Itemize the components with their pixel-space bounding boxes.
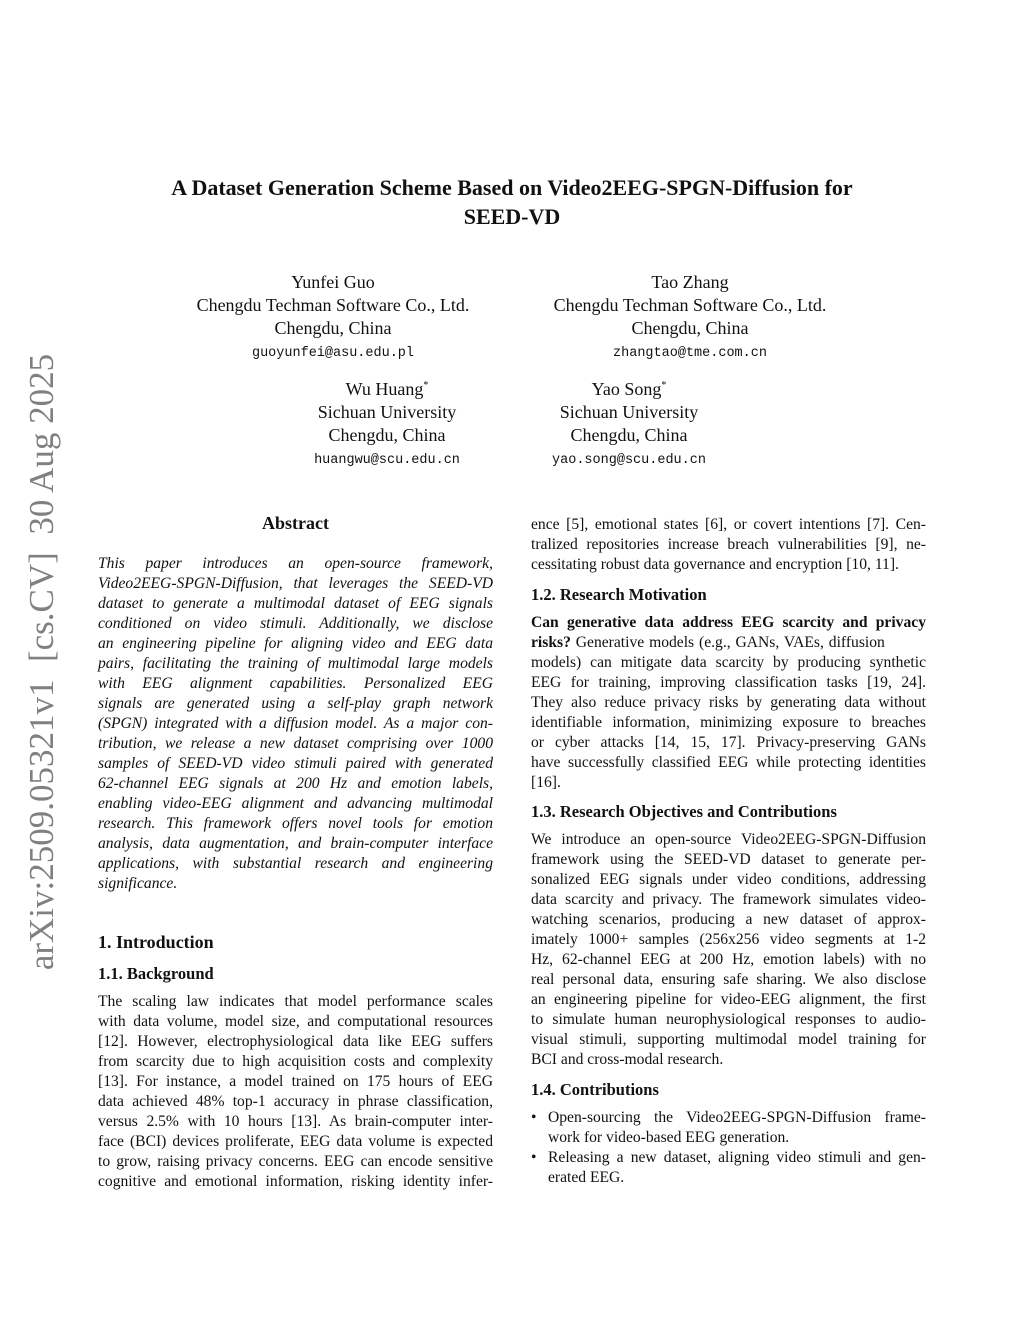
text-line: with EEG alignment capabilities. Personalized EEG bbox=[98, 675, 493, 692]
bullet-icon: • bbox=[531, 1109, 537, 1126]
section-heading-introduction: 1. Introduction bbox=[98, 932, 214, 952]
bullet-icon: • bbox=[531, 1149, 537, 1166]
author-affiliation: Sichuan University bbox=[317, 402, 457, 422]
author-affiliation: Sichuan University bbox=[559, 402, 699, 422]
subsection-heading-contributions: 1.4. Contributions bbox=[531, 1080, 659, 1099]
text-line: Releasing a new dataset, aligning video stimuli and gen- bbox=[548, 1149, 926, 1166]
text-line: conditioned on video stimuli. Additionally, we disclose bbox=[98, 615, 493, 632]
text-line: tralized repositories increase breach vulnerabilities [9], ne- bbox=[531, 536, 926, 553]
text-line: to simulate human neurophysiological responses to audio- bbox=[531, 1011, 926, 1028]
author-city: Chengdu, China bbox=[274, 318, 392, 338]
text-line: dataset to generate a multimodal dataset of EEG signals bbox=[98, 595, 493, 612]
author-block bbox=[449, 374, 809, 473]
contribution-item bbox=[531, 1148, 926, 1188]
text-line: We introduce an open-source Video2EEG-SPGN-Diffusion bbox=[531, 831, 926, 848]
motivation-paragraph bbox=[531, 613, 926, 793]
text-line: erated EEG. bbox=[548, 1169, 625, 1186]
text-line: from scarcity due to high acquisition costs and complexity bbox=[98, 1053, 493, 1070]
text-line: to grow, raising privacy concerns. EEG can encode sensitive bbox=[98, 1153, 493, 1170]
text-line: [16]. bbox=[531, 774, 561, 791]
research-question: risks? bbox=[531, 634, 571, 651]
text-line: real personal data, ensuring safe sharing. We also disclose bbox=[531, 971, 926, 988]
text-line: versus 2.5% with 10 hours [13]. As brain-computer inter- bbox=[98, 1113, 493, 1130]
subsection-heading-motivation: 1.2. Research Motivation bbox=[531, 585, 707, 604]
author-city: Chengdu, China bbox=[631, 318, 749, 338]
text-line: samples of SEED-VD video stimuli paired with generated bbox=[98, 755, 493, 772]
text-line: This paper introduces an open-source framework, bbox=[98, 555, 493, 572]
text-line: analysis, data augmentation, and brain-computer interface bbox=[98, 835, 493, 852]
corresponding-mark: * bbox=[661, 380, 667, 391]
text-line: EEG for training, improving classification tasks [19, 24]. bbox=[531, 674, 926, 691]
author-city: Chengdu, China bbox=[328, 425, 446, 445]
text-line: an engineering pipeline for video-EEG alignment, the first bbox=[531, 991, 926, 1008]
author-affiliation: Chengdu Techman Software Co., Ltd. bbox=[196, 295, 470, 315]
author-name: Tao Zhang bbox=[651, 272, 729, 292]
text-line: or cyber attacks [14, 15, 17]. Privacy-preserving GANs bbox=[531, 734, 926, 751]
text-line: cognitive and emotional information, risking identity infer- bbox=[98, 1173, 493, 1190]
text-line: Open-sourcing the Video2EEG-SPGN-Diffusion frame- bbox=[548, 1109, 926, 1126]
author-email[interactable]: huangwu@scu.edu.cn bbox=[314, 453, 460, 468]
abstract-body bbox=[98, 554, 493, 894]
text-line: data scarcity and privacy. The framework simulates video- bbox=[531, 891, 926, 908]
text-line: The scaling law indicates that model performance scales bbox=[98, 993, 493, 1010]
text-line: cessitating robust data governance and encryption [10, 11]. bbox=[531, 556, 899, 573]
text-line bbox=[531, 613, 926, 633]
text-line: tribution, we release a new dataset comprising over 1000 bbox=[98, 735, 493, 752]
left-column bbox=[98, 513, 493, 894]
author-email[interactable]: zhangtao@tme.com.cn bbox=[613, 346, 767, 361]
text-line: face (BCI) devices proliferate, EEG data volume is expected bbox=[98, 1133, 493, 1150]
abstract-heading: Abstract bbox=[262, 513, 329, 533]
contributions-list bbox=[531, 1108, 926, 1188]
text-line: applications, with substantial research and engineering bbox=[98, 855, 493, 872]
author-city: Chengdu, China bbox=[570, 425, 688, 445]
intro-section bbox=[98, 930, 493, 1192]
subsection-heading-objectives: 1.3. Research Objectives and Contributions bbox=[531, 802, 837, 821]
text-span: Generative models (e.g., GANs, VAEs, diffusion bbox=[570, 634, 885, 651]
text-line: Hz, 62-channel EEG at 200 Hz, emotion labels) with no bbox=[531, 951, 926, 968]
arxiv-identifier: arXiv:2509.05321v1 [cs.CV] 30 Aug 2025 bbox=[22, 353, 61, 971]
text-line: ence [5], emotional states [6], or covert intentions [7]. Cen- bbox=[531, 516, 926, 533]
text-line: They also reduce privacy risks by generating data without bbox=[531, 694, 926, 711]
text-line: [12]. However, electrophysiological data like EEG suffers bbox=[98, 1033, 493, 1050]
objectives-paragraph bbox=[531, 830, 926, 1070]
text-line: sonalized EEG signals under video conditions, addressing bbox=[531, 871, 926, 888]
title-line: SEED-VD bbox=[463, 204, 561, 229]
text-line: (SPGN) integrated with a diffusion model. As a major con- bbox=[98, 715, 493, 732]
text-line: have successfully classified EEG while protecting identities bbox=[531, 754, 926, 771]
author-affiliation: Chengdu Techman Software Co., Ltd. bbox=[553, 295, 827, 315]
corresponding-mark: * bbox=[423, 380, 429, 391]
author-block bbox=[153, 271, 513, 366]
text-line: with data volume, model size, and computational resources bbox=[98, 1013, 493, 1030]
text-line: work for video-based EEG generation. bbox=[548, 1129, 790, 1146]
text-line: enabling video-EEG alignment and advancing multimodal bbox=[98, 795, 493, 812]
background-paragraph-continued bbox=[531, 515, 926, 575]
author-name: Yunfei Guo bbox=[291, 272, 375, 292]
text-line: data achieved 48% top-1 accuracy in phrase classification, bbox=[98, 1093, 493, 1110]
text-line: research. This framework offers novel tools for emotion bbox=[98, 815, 493, 832]
author-email[interactable]: guoyunfei@asu.edu.pl bbox=[251, 346, 415, 361]
text-line: pairs, facilitating the training of multimodal large models bbox=[98, 655, 493, 672]
text-line: BCI and cross-modal research. bbox=[531, 1051, 724, 1068]
text-line: an engineering pipeline for aligning video and EEG data bbox=[98, 635, 493, 652]
author-name: Yao Song bbox=[591, 379, 662, 399]
text-line: imately 1000+ samples (256x256 video segments at 1-2 bbox=[531, 931, 926, 948]
right-column bbox=[531, 515, 926, 1188]
subsection-heading-background: 1.1. Background bbox=[98, 964, 214, 983]
author-email[interactable]: yao.song@scu.edu.cn bbox=[552, 453, 706, 468]
text-line: significance. bbox=[98, 875, 178, 892]
background-paragraph bbox=[98, 992, 493, 1192]
author-block bbox=[510, 271, 870, 366]
text-line: signals are generated using a self-play graph network bbox=[98, 695, 493, 712]
text-line: 62-channel EEG signals at 200 Hz and emotion labels, bbox=[98, 775, 493, 792]
author-name: Wu Huang bbox=[345, 379, 424, 399]
text-line: visual stimuli, supporting multimodal model training for bbox=[531, 1031, 926, 1048]
contribution-item bbox=[531, 1108, 926, 1148]
paper-title bbox=[0, 173, 1024, 231]
text-line: framework using the SEED-VD dataset to generate per- bbox=[531, 851, 926, 868]
text-line: watching scenarios, producing a new dataset of approx- bbox=[531, 911, 926, 928]
research-question: Can generative data address EEG scarcity and privacy bbox=[531, 614, 926, 631]
text-line: identifiable information, minimizing exposure to breaches bbox=[531, 714, 926, 731]
text-line: [13]. For instance, a model trained on 175 hours of EEG bbox=[98, 1073, 493, 1090]
text-line: models) can mitigate data scarcity by producing synthetic bbox=[531, 654, 926, 671]
motivation-lines bbox=[531, 653, 926, 793]
text-line: Video2EEG-SPGN-Diffusion, that leverages the SEED-VD bbox=[98, 575, 493, 592]
text-line bbox=[531, 633, 926, 653]
title-line: A Dataset Generation Scheme Based on Video2EEG-SPGN-Diffusion for bbox=[171, 175, 853, 200]
